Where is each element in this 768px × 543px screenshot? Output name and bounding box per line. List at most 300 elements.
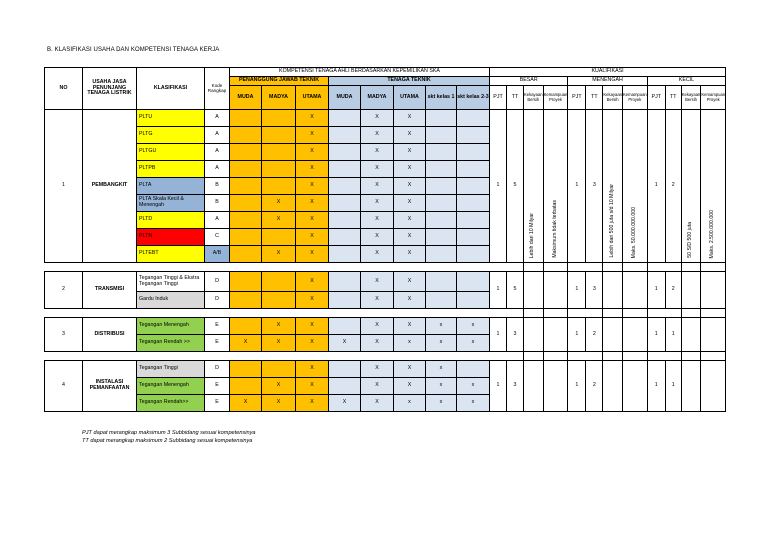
spacer-cell — [329, 263, 361, 272]
spacer-cell — [603, 352, 623, 361]
ten-mark-cell: X — [361, 110, 394, 127]
menengah-kekayaan-text: Lebih dari 500 juta s/d 10 Milyar — [608, 184, 615, 258]
spacer-cell — [623, 263, 648, 272]
ten-mark-cell: X — [361, 161, 394, 178]
ten-mark-cell: x — [426, 335, 457, 352]
spacer-cell — [329, 309, 361, 318]
group-no: 3 — [45, 318, 83, 352]
ten-mark-cell — [329, 292, 361, 309]
kecil-pjt: 1 — [647, 110, 665, 263]
ten-mark-cell — [457, 161, 490, 178]
ten-mark-cell: X — [361, 127, 394, 144]
spacer-cell — [665, 263, 681, 272]
menengah-kemampuan-cell — [623, 110, 648, 263]
spacer-cell — [665, 352, 681, 361]
ten-mark-cell: x — [457, 395, 490, 412]
ten-mark-cell — [457, 195, 490, 212]
ten-mark-cell: X — [394, 110, 426, 127]
header-besar-tt: TT — [507, 86, 524, 110]
ten-mark-cell — [329, 272, 361, 292]
ten-mark-cell — [457, 246, 490, 263]
menengah-kekayaan-cell — [603, 272, 623, 309]
classification-label: PLTG — [137, 127, 205, 144]
besar-kemampuan-cell — [543, 318, 568, 352]
pen-mark-cell — [230, 110, 262, 127]
header-menengah: MENENGAH — [568, 77, 647, 86]
spacer-cell — [524, 309, 544, 318]
ten-mark-cell — [426, 144, 457, 161]
spacer-cell — [426, 352, 457, 361]
kecil-kemampuan-cell — [701, 361, 726, 412]
ten-mark-cell: X — [394, 161, 426, 178]
spacer-cell — [507, 263, 524, 272]
ten-mark-cell: X — [394, 378, 426, 395]
spacer-cell — [45, 263, 83, 272]
spacer-cell — [230, 263, 262, 272]
pen-mark-cell — [230, 378, 262, 395]
spacer-cell — [586, 352, 603, 361]
ten-mark-cell: x — [394, 335, 426, 352]
ten-mark-cell: X — [394, 272, 426, 292]
kode-rangkap: D — [205, 292, 230, 309]
spacer-cell — [568, 263, 586, 272]
spacer-cell — [230, 352, 262, 361]
besar-tt: 3 — [507, 361, 524, 412]
footnote-pjt: PJT dapat merangkap maksimum 3 Subbidang sesuai kompetensinya — [82, 430, 256, 436]
pen-mark-cell — [230, 195, 262, 212]
kode-rangkap: D — [205, 272, 230, 292]
spacer-cell — [681, 352, 701, 361]
ten-mark-cell: X — [361, 246, 394, 263]
ten-mark-cell: X — [361, 212, 394, 229]
pen-mark-cell — [230, 272, 262, 292]
spacer-cell — [361, 352, 394, 361]
header-klasifikasi: KLASIFIKASI — [137, 68, 205, 110]
spacer-cell — [361, 263, 394, 272]
ten-mark-cell: X — [361, 229, 394, 246]
pen-mark-cell: X — [230, 395, 262, 412]
ten-mark-cell — [426, 229, 457, 246]
classification-label: PLTD — [137, 212, 205, 229]
pen-mark-cell: X — [296, 246, 329, 263]
classification-label: Tegangan Rendah>> — [137, 395, 205, 412]
kode-rangkap: A — [205, 110, 230, 127]
kecil-tt: 1 — [665, 361, 681, 412]
header-menengah-kemampuan: Kemampuan Proyek — [623, 86, 648, 110]
classification-label: Tegangan Menengah — [137, 318, 205, 335]
spacer-cell — [262, 352, 296, 361]
menengah-kekayaan-cell — [603, 361, 623, 412]
spacer-cell — [45, 352, 83, 361]
ten-mark-cell — [426, 212, 457, 229]
ten-mark-cell: X — [361, 378, 394, 395]
spacer-cell — [394, 352, 426, 361]
header-menengah-pjt: PJT — [568, 86, 586, 110]
header-menengah-tt: TT — [586, 86, 603, 110]
ten-mark-cell — [329, 361, 361, 378]
header-besar-kekayaan: Kekayaan Bersih — [524, 86, 544, 110]
pen-mark-cell: X — [262, 378, 296, 395]
spacer-cell — [507, 352, 524, 361]
spacer-cell — [543, 352, 568, 361]
pen-mark-cell: X — [296, 318, 329, 335]
header-kode: Kode Rangkap — [205, 68, 230, 110]
pen-mark-cell — [230, 292, 262, 309]
group-no: 4 — [45, 361, 83, 412]
spacer-cell — [394, 309, 426, 318]
ten-mark-cell — [426, 272, 457, 292]
spacer-cell — [426, 263, 457, 272]
document-title: B. KLASIFIKASI USAHA DAN KOMPETENSI TENAGA KERJA — [47, 47, 220, 53]
menengah-kemampuan-cell — [623, 361, 648, 412]
spacer-cell — [457, 263, 490, 272]
pen-mark-cell — [262, 292, 296, 309]
group-usaha: TRANSMISI — [83, 272, 137, 309]
pen-mark-cell — [262, 144, 296, 161]
ten-mark-cell: x — [426, 318, 457, 335]
menengah-tt: 3 — [586, 110, 603, 263]
spacer-cell — [296, 263, 329, 272]
spacer-cell — [586, 263, 603, 272]
spacer-cell — [623, 309, 648, 318]
group-spacer — [45, 263, 726, 272]
ten-mark-cell — [426, 292, 457, 309]
ten-mark-cell — [457, 127, 490, 144]
spacer-cell — [394, 263, 426, 272]
besar-pjt: 1 — [490, 110, 507, 263]
ten-mark-cell — [426, 195, 457, 212]
spacer-cell — [137, 263, 205, 272]
header-penanggung: PENANGGUNG JAWAB TEKNIK — [230, 77, 329, 86]
header-ten-utama: UTAMA — [394, 86, 426, 110]
pen-mark-cell — [230, 361, 262, 378]
kode-rangkap: A/B — [205, 246, 230, 263]
pen-mark-cell — [230, 246, 262, 263]
header-kecil-kemampuan: Kemampuan Proyek — [701, 86, 726, 110]
kecil-tt: 1 — [665, 318, 681, 352]
header-pen-madya: MADYA — [262, 86, 296, 110]
header-usaha: USAHA JASA PENUNJANG TENAGA LISTRIK — [83, 68, 137, 110]
spacer-cell — [647, 309, 665, 318]
spacer-cell — [205, 263, 230, 272]
pen-mark-cell — [230, 212, 262, 229]
ten-mark-cell — [457, 144, 490, 161]
ten-mark-cell: x — [457, 318, 490, 335]
spacer-cell — [45, 309, 83, 318]
header-besar-pjt: PJT — [490, 86, 507, 110]
classification-label: PLTN — [137, 229, 205, 246]
ten-mark-cell: X — [394, 318, 426, 335]
spacer-cell — [568, 309, 586, 318]
header-besar-kemampuan: Kemampuan Proyek — [543, 86, 568, 110]
kecil-tt: 2 — [665, 272, 681, 309]
table-row — [45, 361, 726, 378]
besar-kemampuan-text: Maksimum tidak terbatas — [551, 200, 558, 258]
kecil-pjt: 1 — [647, 272, 665, 309]
spacer-cell — [137, 309, 205, 318]
ten-mark-cell: X — [394, 292, 426, 309]
pen-mark-cell — [262, 272, 296, 292]
besar-pjt: 1 — [490, 318, 507, 352]
table-row — [45, 110, 726, 127]
pen-mark-cell: X — [296, 292, 329, 309]
header-skt23: skt kelas 2-3 — [457, 86, 490, 110]
ten-mark-cell — [329, 318, 361, 335]
menengah-kekayaan-cell — [603, 318, 623, 352]
spacer-cell — [681, 263, 701, 272]
besar-kekayaan-cell — [524, 318, 544, 352]
ten-mark-cell — [457, 229, 490, 246]
spacer-cell — [665, 309, 681, 318]
ten-mark-cell — [457, 361, 490, 378]
pen-mark-cell: X — [296, 335, 329, 352]
ten-mark-cell — [457, 212, 490, 229]
group-spacer — [45, 309, 726, 318]
spacer-cell — [296, 309, 329, 318]
spacer-cell — [490, 263, 507, 272]
besar-tt: 3 — [507, 318, 524, 352]
classification-label: Tegangan Menengah — [137, 378, 205, 395]
ten-mark-cell: X — [394, 195, 426, 212]
kode-rangkap: D — [205, 361, 230, 378]
menengah-pjt: 1 — [568, 272, 586, 309]
spacer-cell — [457, 352, 490, 361]
kecil-tt: 2 — [665, 110, 681, 263]
ten-mark-cell: X — [361, 318, 394, 335]
header-pen-muda: MUDA — [230, 86, 262, 110]
spacer-cell — [361, 309, 394, 318]
table-row — [45, 272, 726, 292]
menengah-kekayaan-cell — [603, 110, 623, 263]
besar-kekayaan-text: Lebih dari 10 Milyar — [529, 212, 536, 258]
kode-rangkap: C — [205, 229, 230, 246]
ten-mark-cell: X — [361, 178, 394, 195]
menengah-pjt: 1 — [568, 318, 586, 352]
pen-mark-cell: X — [262, 395, 296, 412]
kode-rangkap: E — [205, 318, 230, 335]
kecil-kekayaan-cell — [681, 110, 701, 263]
ten-mark-cell: X — [394, 144, 426, 161]
kode-rangkap: E — [205, 378, 230, 395]
ten-mark-cell — [457, 178, 490, 195]
classification-label: PLTA — [137, 178, 205, 195]
footnote-tt: TT dapat merangkap maksimum 2 Subbidang sesuai kompetensinya — [82, 438, 253, 445]
spacer-cell — [83, 309, 137, 318]
ten-mark-cell: x — [457, 335, 490, 352]
header-besar: BESAR — [490, 77, 568, 86]
pen-mark-cell: X — [296, 195, 329, 212]
ten-mark-cell: X — [361, 395, 394, 412]
pen-mark-cell: X — [262, 246, 296, 263]
header-menengah-kekayaan: Kekayaan Bersih — [603, 86, 623, 110]
competency-table — [44, 67, 726, 412]
besar-tt: 5 — [507, 272, 524, 309]
besar-pjt: 1 — [490, 272, 507, 309]
ten-mark-cell — [426, 246, 457, 263]
classification-label: PLTGU — [137, 144, 205, 161]
kode-rangkap: B — [205, 195, 230, 212]
spacer-cell — [647, 263, 665, 272]
kode-rangkap: E — [205, 335, 230, 352]
spacer-cell — [701, 352, 726, 361]
pen-mark-cell: X — [230, 335, 262, 352]
kecil-pjt: 1 — [647, 361, 665, 412]
spacer-cell — [603, 309, 623, 318]
ten-mark-cell: X — [361, 195, 394, 212]
ten-mark-cell: X — [394, 127, 426, 144]
ten-mark-cell — [329, 110, 361, 127]
pen-mark-cell — [262, 110, 296, 127]
spacer-cell — [603, 263, 623, 272]
classification-label: Tegangan Rendah >> — [137, 335, 205, 352]
besar-kemampuan-cell — [543, 361, 568, 412]
kode-rangkap: A — [205, 212, 230, 229]
besar-kekayaan-cell — [524, 110, 544, 263]
classification-label: PLTA Skala Kecil & Menengah — [137, 195, 205, 212]
spacer-cell — [586, 309, 603, 318]
header-kecil-tt: TT — [665, 86, 681, 110]
ten-mark-cell: X — [361, 272, 394, 292]
pen-mark-cell: X — [262, 335, 296, 352]
ten-mark-cell — [329, 246, 361, 263]
group-no: 2 — [45, 272, 83, 309]
ten-mark-cell: X — [361, 361, 394, 378]
besar-tt: 5 — [507, 110, 524, 263]
besar-kekayaan-cell — [524, 272, 544, 309]
header-kompetensi: KOMPETENSI TENAGA AHLI BERDASARKAN KEPEMILIKAN SKA — [230, 68, 490, 77]
kecil-kekayaan-cell — [681, 318, 701, 352]
ten-mark-cell: X — [361, 144, 394, 161]
kode-rangkap: E — [205, 395, 230, 412]
pen-mark-cell: X — [296, 127, 329, 144]
menengah-kemampuan-cell — [623, 272, 648, 309]
spacer-cell — [262, 263, 296, 272]
header-tenaga: TENAGA TEKNIK — [329, 77, 490, 86]
spacer-cell — [205, 309, 230, 318]
pen-mark-cell — [230, 318, 262, 335]
ten-mark-cell: X — [394, 212, 426, 229]
classification-label: Tegangan Tinggi — [137, 361, 205, 378]
kecil-kemampuan-cell — [701, 318, 726, 352]
pen-mark-cell: X — [296, 395, 329, 412]
menengah-kemampuan-cell — [623, 318, 648, 352]
ten-mark-cell: X — [394, 246, 426, 263]
header-pen-utama: UTAMA — [296, 86, 329, 110]
spacer-cell — [524, 352, 544, 361]
menengah-tt: 3 — [586, 272, 603, 309]
pen-mark-cell: X — [296, 212, 329, 229]
spacer-cell — [490, 352, 507, 361]
menengah-tt: 2 — [586, 318, 603, 352]
spacer-cell — [524, 263, 544, 272]
header-kecil-kekayaan: Kekayaan Bersih — [681, 86, 701, 110]
ten-mark-cell: X — [361, 292, 394, 309]
pen-mark-cell — [262, 127, 296, 144]
ten-mark-cell — [457, 110, 490, 127]
pen-mark-cell: X — [296, 378, 329, 395]
besar-kemampuan-cell — [543, 110, 568, 263]
spacer-cell — [543, 263, 568, 272]
ten-mark-cell: x — [394, 395, 426, 412]
ten-mark-cell: x — [426, 361, 457, 378]
pen-mark-cell — [262, 361, 296, 378]
ten-mark-cell: X — [394, 229, 426, 246]
spacer-cell — [205, 352, 230, 361]
ten-mark-cell — [329, 144, 361, 161]
ten-mark-cell: X — [394, 361, 426, 378]
spacer-cell — [543, 309, 568, 318]
header-skt1: skt kelas 1 — [426, 86, 457, 110]
kecil-kemampuan-text: Maks. 2.500.000.000 — [709, 209, 716, 258]
ten-mark-cell — [329, 212, 361, 229]
header-kecil-pjt: PJT — [647, 86, 665, 110]
classification-label: PLTPB — [137, 161, 205, 178]
pen-mark-cell: X — [296, 361, 329, 378]
classification-label: PLTU — [137, 110, 205, 127]
spacer-cell — [426, 309, 457, 318]
besar-pjt: 1 — [490, 361, 507, 412]
spacer-cell — [623, 352, 648, 361]
menengah-pjt: 1 — [568, 361, 586, 412]
group-no: 1 — [45, 110, 83, 263]
spacer-cell — [681, 309, 701, 318]
pen-mark-cell — [230, 178, 262, 195]
ten-mark-cell: x — [426, 378, 457, 395]
ten-mark-cell — [426, 178, 457, 195]
ten-mark-cell — [426, 127, 457, 144]
kecil-kekayaan-text: 50 S/D 500 juta — [687, 222, 694, 258]
pen-mark-cell — [230, 229, 262, 246]
kecil-kemampuan-cell — [701, 110, 726, 263]
kecil-kekayaan-cell — [681, 272, 701, 309]
besar-kemampuan-cell — [543, 272, 568, 309]
table-row — [45, 318, 726, 335]
ten-mark-cell: X — [329, 395, 361, 412]
ten-mark-cell — [426, 161, 457, 178]
spacer-cell — [83, 352, 137, 361]
ten-mark-cell — [457, 292, 490, 309]
spacer-cell — [701, 309, 726, 318]
kecil-pjt: 1 — [647, 318, 665, 352]
pen-mark-cell: X — [296, 161, 329, 178]
kecil-kekayaan-cell — [681, 361, 701, 412]
ten-mark-cell — [457, 272, 490, 292]
group-spacer — [45, 352, 726, 361]
pen-mark-cell: X — [296, 110, 329, 127]
kecil-kemampuan-cell — [701, 272, 726, 309]
pen-mark-cell — [262, 161, 296, 178]
pen-mark-cell — [230, 144, 262, 161]
classification-label: Gardu Induk — [137, 292, 205, 309]
spacer-cell — [262, 309, 296, 318]
spacer-cell — [137, 352, 205, 361]
ten-mark-cell: x — [457, 378, 490, 395]
pen-mark-cell: X — [262, 212, 296, 229]
ten-mark-cell — [329, 178, 361, 195]
header-ten-madya: MADYA — [361, 86, 394, 110]
kode-rangkap: B — [205, 178, 230, 195]
footnotes — [82, 429, 256, 446]
kode-rangkap: A — [205, 127, 230, 144]
kode-rangkap: A — [205, 144, 230, 161]
besar-kekayaan-cell — [524, 361, 544, 412]
group-usaha: INSTALASI PEMANFAATAN — [83, 361, 137, 412]
spacer-cell — [230, 309, 262, 318]
kode-rangkap: A — [205, 161, 230, 178]
classification-label: Tegangan Tinggi & Ekstra Tegangan Tinggi — [137, 272, 205, 292]
spacer-cell — [490, 309, 507, 318]
ten-mark-cell: X — [361, 335, 394, 352]
